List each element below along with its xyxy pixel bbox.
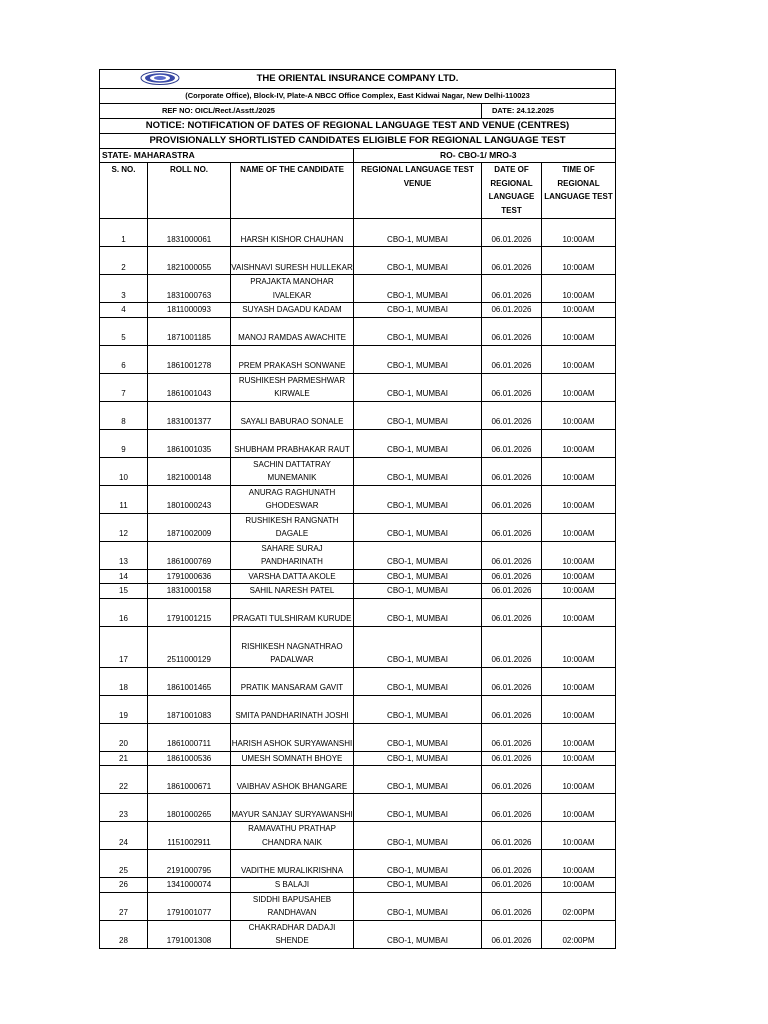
cell-date: 06.01.2026 <box>482 275 542 303</box>
table-row <box>100 920 616 948</box>
cell-name: SMITA PANDHARINATH JOSHI <box>231 695 354 723</box>
cell-time: 10:00AM <box>542 667 616 695</box>
cell-date: 06.01.2026 <box>482 247 542 275</box>
cell-sno: 27 <box>100 892 148 920</box>
cell-venue: CBO-1, MUMBAI <box>354 920 482 948</box>
cell-date: 06.01.2026 <box>482 892 542 920</box>
cell-roll: 1831000763 <box>148 275 231 303</box>
cell-roll: 1341000074 <box>148 878 231 893</box>
cell-time: 10:00AM <box>542 429 616 457</box>
cell-venue: CBO-1, MUMBAI <box>354 667 482 695</box>
cell-time: 10:00AM <box>542 541 616 569</box>
cell-name: PRAJAKTA MANOHAR IVALEKAR <box>231 275 354 303</box>
cell-name: RUSHIKESH PARMESHWAR KIRWALE <box>231 373 354 401</box>
table-row <box>100 429 616 457</box>
cell-name: RAMAVATHU PRATHAP CHANDRA NAIK <box>231 822 354 850</box>
table-row <box>100 695 616 723</box>
cell-name: PRATIK MANSARAM GAVIT <box>231 667 354 695</box>
cell-name: UMESH SOMNATH BHOYE <box>231 751 354 766</box>
column-header-row <box>100 163 616 219</box>
table-row <box>100 892 616 920</box>
cell-date: 06.01.2026 <box>482 569 542 584</box>
cell-sno: 5 <box>100 317 148 345</box>
cell-name: SACHIN DATTATRAY MUNEMANIK <box>231 457 354 485</box>
cell-time: 10:00AM <box>542 850 616 878</box>
cell-name: CHAKRADHAR DADAJI SHENDE <box>231 920 354 948</box>
table-row <box>100 303 616 318</box>
table-row <box>100 850 616 878</box>
table-row <box>100 401 616 429</box>
cell-venue: CBO-1, MUMBAI <box>354 317 482 345</box>
cell-date: 06.01.2026 <box>482 345 542 373</box>
cell-sno: 6 <box>100 345 148 373</box>
table-row <box>100 584 616 599</box>
cell-name: PRAGATI TULSHIRAM KURUDE <box>231 598 354 626</box>
cell-name: SHUBHAM PRABHAKAR RAUT <box>231 429 354 457</box>
cell-name: MAYUR SANJAY SURYAWANSHI <box>231 794 354 822</box>
cell-venue: CBO-1, MUMBAI <box>354 541 482 569</box>
cell-time: 10:00AM <box>542 723 616 751</box>
cell-time: 10:00AM <box>542 766 616 794</box>
cell-roll: 2191000795 <box>148 850 231 878</box>
cell-name: SAHARE SURAJ PANDHARINATH <box>231 541 354 569</box>
cell-time: 10:00AM <box>542 247 616 275</box>
table-row <box>100 878 616 893</box>
cell-roll: 1861001043 <box>148 373 231 401</box>
cell-name: VADITHE MURALIKRISHNA <box>231 850 354 878</box>
cell-venue: CBO-1, MUMBAI <box>354 766 482 794</box>
cell-venue: CBO-1, MUMBAI <box>354 598 482 626</box>
cell-time: 10:00AM <box>542 598 616 626</box>
cell-sno: 9 <box>100 429 148 457</box>
table-row <box>100 751 616 766</box>
cell-date: 06.01.2026 <box>482 626 542 667</box>
cell-name: VAIBHAV ASHOK BHANGARE <box>231 766 354 794</box>
cell-venue: CBO-1, MUMBAI <box>354 247 482 275</box>
cell-venue: CBO-1, MUMBAI <box>354 513 482 541</box>
cell-time: 10:00AM <box>542 345 616 373</box>
cell-venue: CBO-1, MUMBAI <box>354 373 482 401</box>
cell-time: 02:00PM <box>542 920 616 948</box>
cell-roll: 1801000243 <box>148 485 231 513</box>
cell-date: 06.01.2026 <box>482 401 542 429</box>
cell-name: VARSHA DATTA AKOLE <box>231 569 354 584</box>
cell-time: 10:00AM <box>542 401 616 429</box>
cell-roll: 1861001035 <box>148 429 231 457</box>
cell-date: 06.01.2026 <box>482 920 542 948</box>
cell-roll: 1861001465 <box>148 667 231 695</box>
cell-date: 06.01.2026 <box>482 485 542 513</box>
cell-roll: 1811000093 <box>148 303 231 318</box>
cell-date: 06.01.2026 <box>482 513 542 541</box>
table-row <box>100 219 616 247</box>
cell-date: 06.01.2026 <box>482 373 542 401</box>
company-name: THE ORIENTAL INSURANCE COMPANY LTD. <box>256 73 459 85</box>
cell-name: RUSHIKESH RANGNATH DAGALE <box>231 513 354 541</box>
cell-time: 10:00AM <box>542 751 616 766</box>
cell-date: 06.01.2026 <box>482 695 542 723</box>
company-address: (Corporate Office), Block-IV, Plate-A NBCC Office Complex, East Kidwai Nagar, New Delhi-110023 <box>100 89 616 104</box>
cell-venue: CBO-1, MUMBAI <box>354 723 482 751</box>
cell-venue: CBO-1, MUMBAI <box>354 303 482 318</box>
cell-date: 06.01.2026 <box>482 794 542 822</box>
table-row <box>100 485 616 513</box>
cell-venue: CBO-1, MUMBAI <box>354 751 482 766</box>
column-header-roll: ROLL NO. <box>148 163 231 219</box>
cell-date: 06.01.2026 <box>482 219 542 247</box>
cell-sno: 15 <box>100 584 148 599</box>
column-header-name: NAME OF THE CANDIDATE <box>231 163 354 219</box>
cell-venue: CBO-1, MUMBAI <box>354 457 482 485</box>
table-row <box>100 822 616 850</box>
column-header-sno: S. NO. <box>100 163 148 219</box>
cell-time: 10:00AM <box>542 275 616 303</box>
cell-sno: 2 <box>100 247 148 275</box>
table-row <box>100 541 616 569</box>
cell-sno: 12 <box>100 513 148 541</box>
cell-date: 06.01.2026 <box>482 457 542 485</box>
document-date: DATE: 24.12.2025 <box>482 104 616 119</box>
table-row <box>100 513 616 541</box>
cell-roll: 2511000129 <box>148 626 231 667</box>
cell-name: MANOJ RAMDAS AWACHITE <box>231 317 354 345</box>
cell-sno: 26 <box>100 878 148 893</box>
cell-venue: CBO-1, MUMBAI <box>354 822 482 850</box>
cell-venue: CBO-1, MUMBAI <box>354 429 482 457</box>
cell-venue: CBO-1, MUMBAI <box>354 626 482 667</box>
cell-name: HARISH ASHOK SURYAWANSHI <box>231 723 354 751</box>
cell-date: 06.01.2026 <box>482 667 542 695</box>
cell-sno: 4 <box>100 303 148 318</box>
cell-sno: 25 <box>100 850 148 878</box>
candidate-table <box>99 69 616 949</box>
cell-roll: 1791000636 <box>148 569 231 584</box>
cell-sno: 22 <box>100 766 148 794</box>
cell-date: 06.01.2026 <box>482 766 542 794</box>
cell-time: 10:00AM <box>542 569 616 584</box>
table-row <box>100 457 616 485</box>
state-label: STATE- MAHARASTRA <box>100 148 354 163</box>
cell-venue: CBO-1, MUMBAI <box>354 892 482 920</box>
cell-venue: CBO-1, MUMBAI <box>354 401 482 429</box>
cell-date: 06.01.2026 <box>482 598 542 626</box>
cell-sno: 28 <box>100 920 148 948</box>
cell-time: 10:00AM <box>542 373 616 401</box>
cell-sno: 13 <box>100 541 148 569</box>
cell-sno: 7 <box>100 373 148 401</box>
cell-name: RISHIKESH NAGNATHRAO PADALWAR <box>231 626 354 667</box>
region-label: RO- CBO-1/ MRO-3 <box>354 148 616 163</box>
cell-venue: CBO-1, MUMBAI <box>354 485 482 513</box>
cell-name: SIDDHI BAPUSAHEB RANDHAVAN <box>231 892 354 920</box>
cell-roll: 1871001185 <box>148 317 231 345</box>
cell-roll: 1861000671 <box>148 766 231 794</box>
cell-sno: 21 <box>100 751 148 766</box>
table-row <box>100 794 616 822</box>
cell-sno: 16 <box>100 598 148 626</box>
cell-name: SUYASH DAGADU KADAM <box>231 303 354 318</box>
cell-name: HARSH KISHOR CHAUHAN <box>231 219 354 247</box>
cell-time: 10:00AM <box>542 878 616 893</box>
table-row <box>100 373 616 401</box>
cell-venue: CBO-1, MUMBAI <box>354 794 482 822</box>
cell-sno: 19 <box>100 695 148 723</box>
cell-venue: CBO-1, MUMBAI <box>354 695 482 723</box>
cell-time: 10:00AM <box>542 485 616 513</box>
table-row <box>100 766 616 794</box>
cell-roll: 1791001077 <box>148 892 231 920</box>
cell-sno: 10 <box>100 457 148 485</box>
cell-sno: 14 <box>100 569 148 584</box>
cell-name: S BALAJI <box>231 878 354 893</box>
notice-title: NOTICE: NOTIFICATION OF DATES OF REGIONAL LANGUAGE TEST AND VENUE (CENTRES) <box>100 118 616 133</box>
reference-number: REF NO: OICL/Rect./Asstt./2025 <box>100 104 482 119</box>
cell-name: VAISHNAVI SURESH HULLEKAR <box>231 247 354 275</box>
cell-roll: 1791001308 <box>148 920 231 948</box>
cell-roll: 1861000536 <box>148 751 231 766</box>
cell-date: 06.01.2026 <box>482 541 542 569</box>
cell-date: 06.01.2026 <box>482 429 542 457</box>
cell-roll: 1871002009 <box>148 513 231 541</box>
cell-roll: 1831000158 <box>148 584 231 599</box>
cell-venue: CBO-1, MUMBAI <box>354 850 482 878</box>
table-row <box>100 626 616 667</box>
cell-date: 06.01.2026 <box>482 317 542 345</box>
column-header-date: DATE OF REGIONAL LANGUAGE TEST <box>482 163 542 219</box>
cell-roll: 1151002911 <box>148 822 231 850</box>
notice-sheet <box>99 69 615 949</box>
cell-date: 06.01.2026 <box>482 850 542 878</box>
cell-venue: CBO-1, MUMBAI <box>354 275 482 303</box>
table-row <box>100 345 616 373</box>
cell-time: 10:00AM <box>542 822 616 850</box>
cell-roll: 1861000711 <box>148 723 231 751</box>
cell-roll: 1791001215 <box>148 598 231 626</box>
cell-roll: 1831000061 <box>148 219 231 247</box>
company-logo-icon <box>140 71 180 85</box>
cell-date: 06.01.2026 <box>482 822 542 850</box>
cell-roll: 1801000265 <box>148 794 231 822</box>
table-row <box>100 247 616 275</box>
column-header-time: TIME OF REGIONAL LANGUAGE TEST <box>542 163 616 219</box>
cell-time: 10:00AM <box>542 219 616 247</box>
cell-time: 10:00AM <box>542 457 616 485</box>
table-row <box>100 569 616 584</box>
table-row <box>100 275 616 303</box>
cell-time: 10:00AM <box>542 584 616 599</box>
cell-sno: 3 <box>100 275 148 303</box>
cell-name: SAYALI BABURAO SONALE <box>231 401 354 429</box>
cell-time: 02:00PM <box>542 892 616 920</box>
cell-date: 06.01.2026 <box>482 303 542 318</box>
table-row <box>100 723 616 751</box>
cell-date: 06.01.2026 <box>482 584 542 599</box>
cell-sno: 18 <box>100 667 148 695</box>
cell-name: PREM PRAKASH SONWANE <box>231 345 354 373</box>
cell-venue: CBO-1, MUMBAI <box>354 345 482 373</box>
cell-sno: 1 <box>100 219 148 247</box>
cell-sno: 20 <box>100 723 148 751</box>
cell-roll: 1861001278 <box>148 345 231 373</box>
column-header-venue: REGIONAL LANGUAGE TEST VENUE <box>354 163 482 219</box>
cell-sno: 17 <box>100 626 148 667</box>
table-row <box>100 667 616 695</box>
cell-roll: 1861000769 <box>148 541 231 569</box>
cell-roll: 1831001377 <box>148 401 231 429</box>
cell-time: 10:00AM <box>542 317 616 345</box>
cell-date: 06.01.2026 <box>482 751 542 766</box>
cell-name: SAHIL NARESH PATEL <box>231 584 354 599</box>
table-row <box>100 598 616 626</box>
cell-sno: 8 <box>100 401 148 429</box>
cell-date: 06.01.2026 <box>482 723 542 751</box>
candidate-rows <box>100 219 616 949</box>
cell-roll: 1821000055 <box>148 247 231 275</box>
cell-sno: 11 <box>100 485 148 513</box>
cell-venue: CBO-1, MUMBAI <box>354 219 482 247</box>
cell-roll: 1871001083 <box>148 695 231 723</box>
cell-venue: CBO-1, MUMBAI <box>354 878 482 893</box>
cell-time: 10:00AM <box>542 626 616 667</box>
document-header <box>100 70 616 219</box>
cell-sno: 24 <box>100 822 148 850</box>
cell-roll: 1821000148 <box>148 457 231 485</box>
cell-time: 10:00AM <box>542 695 616 723</box>
cell-time: 10:00AM <box>542 513 616 541</box>
company-title-cell <box>100 70 616 89</box>
cell-venue: CBO-1, MUMBAI <box>354 569 482 584</box>
table-row <box>100 317 616 345</box>
cell-date: 06.01.2026 <box>482 878 542 893</box>
cell-time: 10:00AM <box>542 303 616 318</box>
shortlist-subtitle: PROVISIONALLY SHORTLISTED CANDIDATES ELIGIBLE FOR REGIONAL LANGUAGE TEST <box>100 133 616 148</box>
cell-sno: 23 <box>100 794 148 822</box>
cell-name: ANURAG RAGHUNATH GHODESWAR <box>231 485 354 513</box>
cell-venue: CBO-1, MUMBAI <box>354 584 482 599</box>
cell-time: 10:00AM <box>542 794 616 822</box>
